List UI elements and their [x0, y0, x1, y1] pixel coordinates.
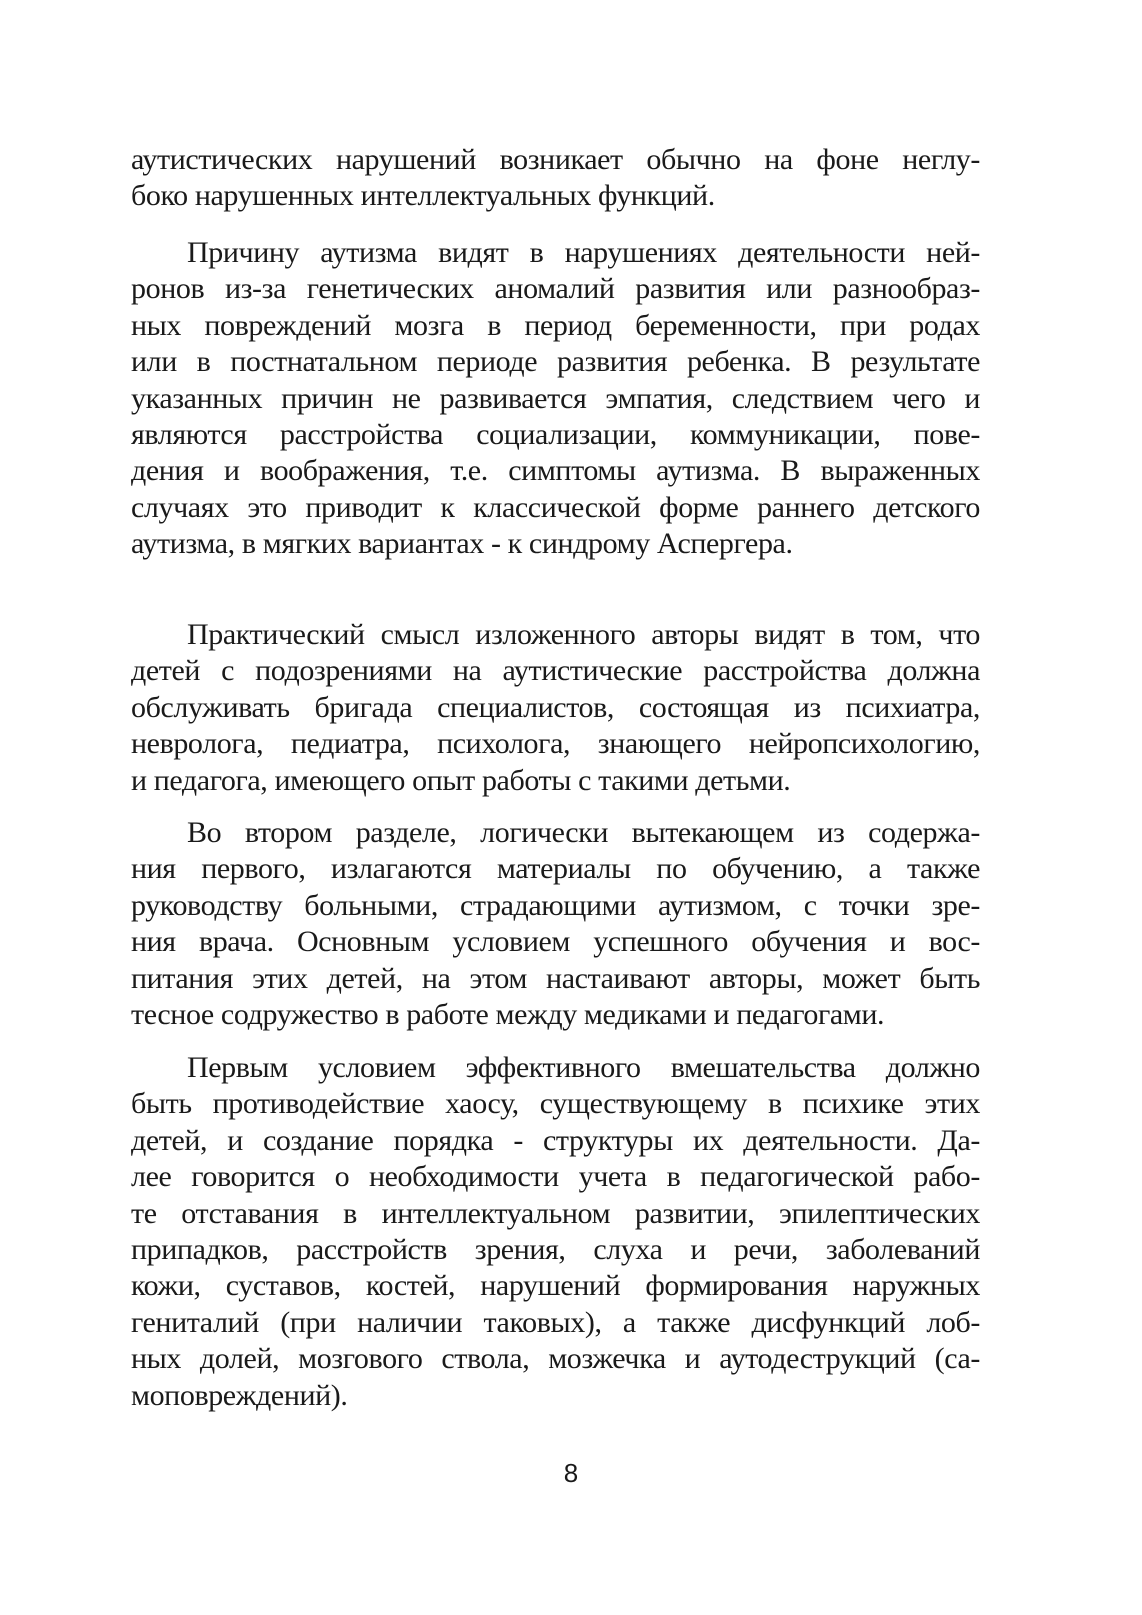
- text-line: или в постнатальном периоде развития ребенка. В результате: [131, 345, 980, 379]
- text-line: аутизма, в мягких вариантах - к синдрому Аспергера.: [131, 527, 793, 561]
- page-number: 8: [563, 1458, 579, 1488]
- text-line: моповреждений).: [131, 1378, 348, 1412]
- text-line: руководству больными, страдающими аутизмом, с точки зре-: [131, 888, 980, 922]
- paragraph-continuation: [131, 142, 980, 215]
- text-line: и педагога, имеющего опыт работы с такими детьми.: [131, 763, 791, 797]
- text-line: дения и воображения, т.е. симптомы аутизма. В выраженных: [131, 454, 980, 488]
- text-line: припадков, расстройств зрения, слуха и речи, заболеваний: [131, 1232, 980, 1266]
- paragraph-first-condition: [131, 1050, 980, 1414]
- text-line: ронов из-за генетических аномалий развития или разнообраз-: [131, 272, 980, 306]
- text-line: питания этих детей, на этом настаивают авторы, может быть: [131, 961, 980, 995]
- text-line: Причину аутизма видят в нарушениях деятельности ней-: [187, 236, 980, 269]
- text-line: Во втором разделе, логически вытекающем из содержа-: [187, 816, 980, 849]
- text-line: быть противодействие хаосу, существующему в психике этих: [131, 1087, 980, 1121]
- text-line: детей с подозрениями на аутистические расстройства должна: [131, 654, 980, 688]
- text-line: ния врача. Основным условием успешного обучения и вос-: [131, 925, 980, 959]
- text-line: ных долей, мозгового ствола, мозжечка и аутодеструкций (са-: [131, 1342, 980, 1376]
- text-line: обслуживать бригада специалистов, состоящая из психиатра,: [131, 690, 980, 724]
- text-line: гениталий (при наличии таковых), а также дисфункций лоб-: [131, 1305, 980, 1339]
- text-line: Практический смысл изложенного авторы видят в том, что: [187, 618, 980, 651]
- text-line: лее говорится о необходимости учета в педагогической рабо-: [131, 1160, 980, 1194]
- text-line: аутистических нарушений возникает обычно на фоне неглу-: [131, 143, 980, 176]
- text-line: боко нарушенных интеллектуальных функций.: [131, 179, 715, 213]
- paragraph-second-section: [131, 815, 980, 1033]
- text-line: те отставания в интеллектуальном развитии, эпилептических: [131, 1196, 980, 1230]
- text-line: невролога, педиатра, психолога, знающего нейропсихологию,: [131, 727, 980, 761]
- text-line: кожи, суставов, костей, нарушений формирования наружных: [131, 1269, 980, 1303]
- text-line: случаях это приводит к классической форме раннего детского: [131, 490, 980, 524]
- paragraph-autism-causes: [131, 235, 980, 563]
- text-line: являются расстройства социализации, коммуникации, пове-: [131, 417, 980, 451]
- paragraph-practical-meaning: [131, 617, 980, 799]
- text-line: ния первого, излагаются материалы по обучению, а также: [131, 852, 980, 886]
- text-line: ных повреждений мозга в период беременности, при родах: [131, 308, 980, 342]
- text-line: указанных причин не развивается эмпатия, следствием чего и: [131, 381, 980, 415]
- text-line: Первым условием эффективного вмешательства должно: [187, 1051, 980, 1084]
- text-line: детей, и создание порядка - структуры их деятельности. Да-: [131, 1123, 980, 1157]
- text-line: тесное содружество в работе между медиками и педагогами.: [131, 997, 885, 1031]
